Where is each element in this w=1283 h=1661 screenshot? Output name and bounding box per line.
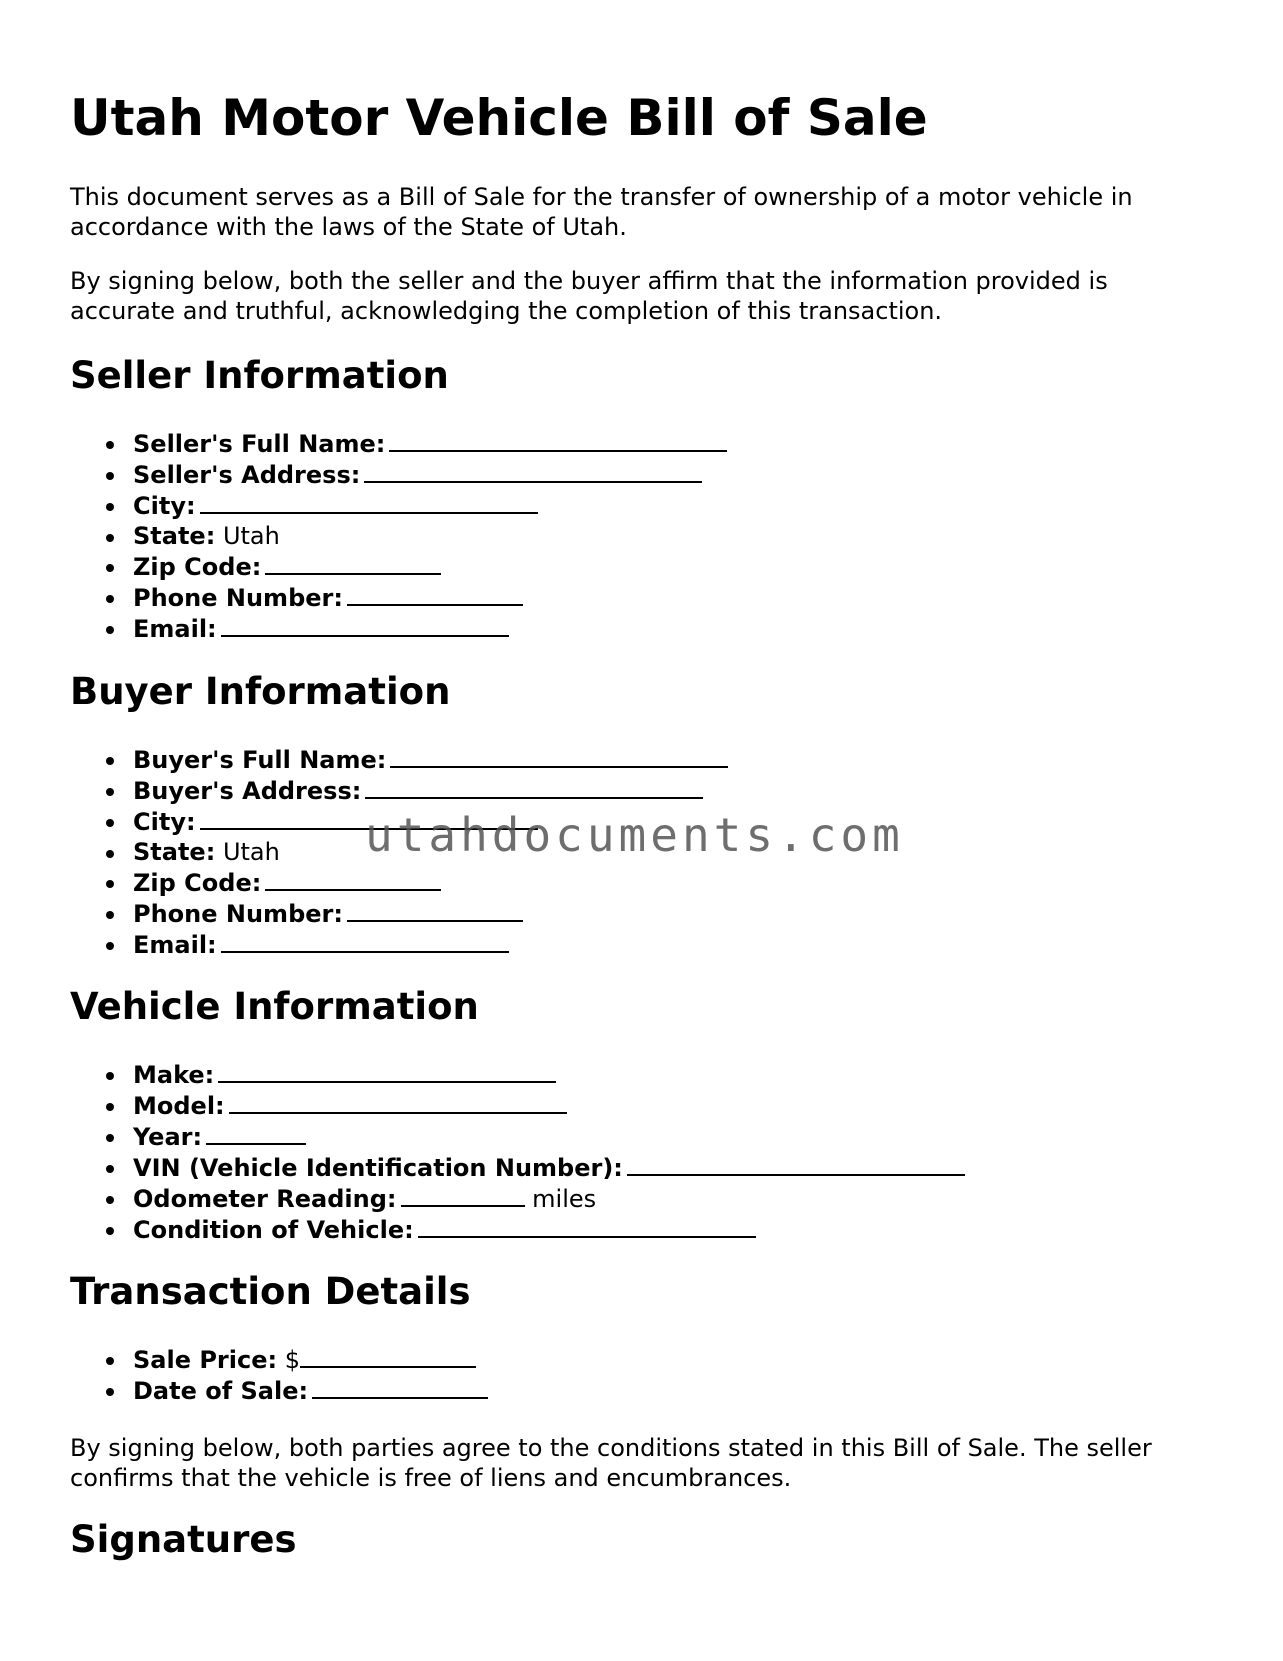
sale-price-blank[interactable]	[300, 1344, 476, 1368]
transaction-field-list	[70, 1344, 488, 1406]
buyer-zip-blank[interactable]	[265, 867, 441, 891]
list-item	[70, 1121, 965, 1152]
list-item	[70, 490, 727, 521]
model-blank[interactable]	[229, 1090, 567, 1114]
intro-paragraph: This document serves as a Bill of Sale for the transfer of ownership of a motor vehicle in accordance with the laws of the State of Utah.	[70, 183, 1133, 241]
seller-phone-blank[interactable]	[347, 582, 523, 606]
field-value: Utah	[222, 838, 280, 866]
vehicle-field-list	[70, 1059, 965, 1245]
affirmation-paragraph: By signing below, both the seller and the buyer affirm that the information provided is accurate and truthful, acknowledging the completion of this transaction.	[70, 267, 1108, 325]
list-item	[70, 1059, 965, 1090]
vin-blank[interactable]	[627, 1152, 965, 1176]
field-label: VIN (Vehicle Identification Number):	[133, 1154, 623, 1182]
list-item	[70, 929, 728, 960]
odometer-unit: miles	[532, 1185, 597, 1213]
list-item	[70, 1152, 965, 1183]
field-label: Email:	[133, 931, 217, 959]
field-label: Year:	[133, 1123, 203, 1151]
list-item	[70, 428, 727, 459]
list-item	[70, 1375, 488, 1406]
list-item	[70, 521, 727, 551]
list-item	[70, 867, 728, 898]
list-item	[70, 1183, 965, 1214]
field-label: Date of Sale:	[133, 1377, 309, 1405]
seller-email-blank[interactable]	[221, 613, 509, 637]
buyer-phone-blank[interactable]	[347, 898, 523, 922]
field-label: Phone Number:	[133, 584, 343, 612]
field-label: Seller's Address:	[133, 461, 361, 489]
field-label: State:	[133, 838, 216, 866]
date-of-sale-blank[interactable]	[312, 1375, 488, 1399]
field-label: Zip Code:	[133, 869, 262, 897]
signatures-heading: Signatures	[70, 1518, 297, 1561]
buyer-address-blank[interactable]	[365, 775, 703, 799]
field-label: State:	[133, 522, 216, 550]
field-label: Condition of Vehicle:	[133, 1216, 414, 1244]
list-item	[70, 459, 727, 490]
document-title: Utah Motor Vehicle Bill of Sale	[70, 89, 928, 147]
field-label: Buyer's Full Name:	[133, 746, 387, 774]
buyer-name-blank[interactable]	[390, 744, 728, 768]
condition-blank[interactable]	[418, 1214, 756, 1238]
buyer-city-blank[interactable]	[200, 806, 538, 830]
vehicle-heading: Vehicle Information	[70, 985, 479, 1028]
list-item	[70, 613, 727, 644]
seller-address-blank[interactable]	[364, 459, 702, 483]
year-blank[interactable]	[206, 1121, 306, 1145]
field-label: Sale Price:	[133, 1346, 278, 1374]
make-blank[interactable]	[218, 1059, 556, 1083]
list-item	[70, 837, 728, 867]
list-item	[70, 898, 728, 929]
buyer-field-list	[70, 744, 728, 960]
field-label: Email:	[133, 615, 217, 643]
currency-symbol: $	[284, 1346, 301, 1374]
field-label: Buyer's Address:	[133, 777, 362, 805]
field-label: Make:	[133, 1061, 215, 1089]
field-label: Model:	[133, 1092, 225, 1120]
list-item	[70, 582, 727, 613]
field-label: Zip Code:	[133, 553, 262, 581]
seller-city-blank[interactable]	[200, 490, 538, 514]
list-item	[70, 551, 727, 582]
list-item	[70, 806, 728, 837]
buyer-email-blank[interactable]	[221, 929, 509, 953]
odometer-blank[interactable]	[401, 1183, 525, 1207]
field-label: City:	[133, 808, 196, 836]
field-label: City:	[133, 492, 196, 520]
list-item	[70, 1344, 488, 1375]
list-item	[70, 1090, 965, 1121]
seller-name-blank[interactable]	[389, 428, 727, 452]
watermark: utahdocuments.com	[365, 808, 904, 862]
seller-zip-blank[interactable]	[265, 551, 441, 575]
transaction-heading: Transaction Details	[70, 1270, 471, 1313]
list-item	[70, 775, 728, 806]
field-label: Odometer Reading:	[133, 1185, 397, 1213]
list-item	[70, 1214, 965, 1245]
seller-field-list	[70, 428, 727, 644]
seller-heading: Seller Information	[70, 354, 449, 397]
field-label: Phone Number:	[133, 900, 343, 928]
field-label: Seller's Full Name:	[133, 430, 386, 458]
agreement-paragraph: By signing below, both parties agree to the conditions stated in this Bill of Sale. The seller confirms that the vehicle is free of liens and encumbrances.	[70, 1434, 1152, 1492]
buyer-heading: Buyer Information	[70, 670, 451, 713]
list-item	[70, 744, 728, 775]
field-value: Utah	[222, 522, 280, 550]
